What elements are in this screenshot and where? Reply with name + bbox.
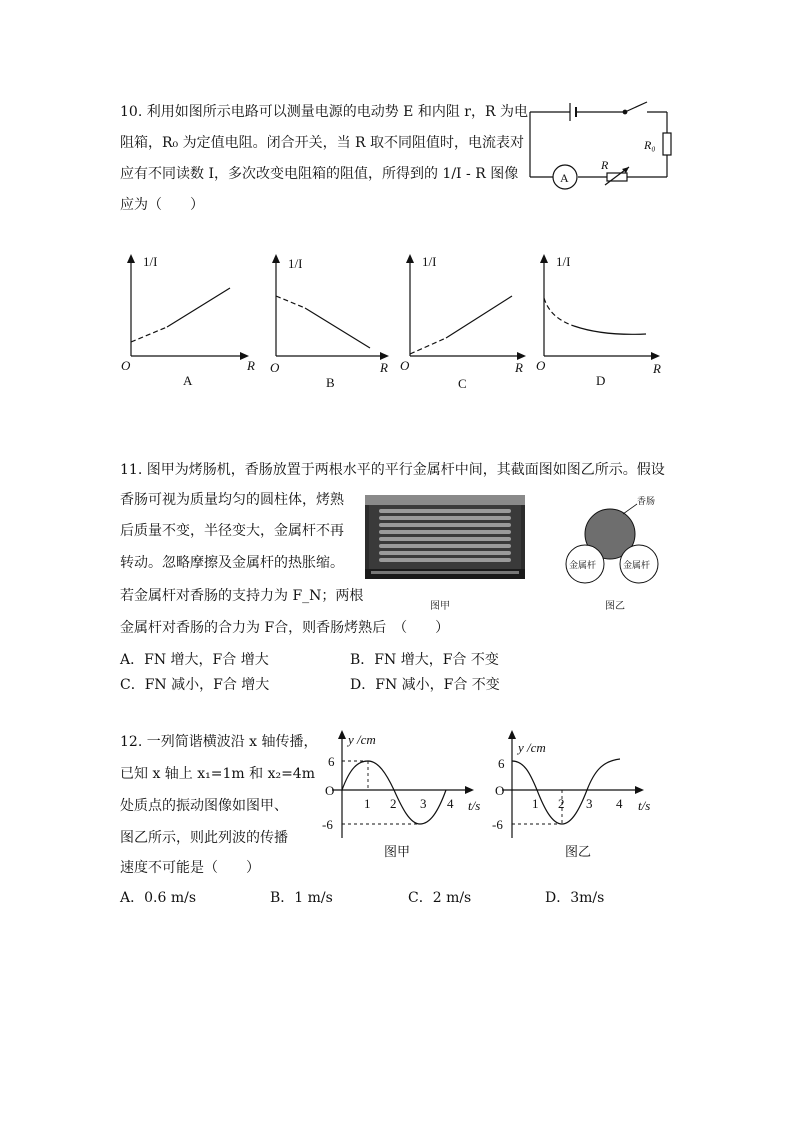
- q12-text-line-4: 图乙所示，则此列波的传播: [120, 830, 288, 846]
- q10-graph-c: [394, 252, 544, 392]
- q11-fig-jia-caption: 图甲: [430, 601, 450, 612]
- q10-text-line-1: 10. 利用如图所示电路可以测量电源的电动势 E 和内阻 r，R 为电: [120, 104, 528, 120]
- svg-text:香肠: 香肠: [637, 496, 656, 506]
- q11-cross-section: [555, 490, 665, 585]
- q12-text-line-1: 12. 一列简谐横波沿 x 轴传播，: [120, 734, 318, 750]
- svg-text:4: 4: [616, 796, 623, 811]
- jia-sine-curve: [342, 761, 446, 824]
- graph-a-line: [167, 288, 230, 327]
- svg-text:1/I: 1/I: [288, 256, 303, 271]
- q12-text-line-5: 速度不可能是（ ）: [120, 860, 260, 876]
- q11-text-line-1: 11. 图甲为烤肠机，香肠放置于两根水平的平行金属杆中间，其截面图如图乙所示。假设: [120, 462, 665, 478]
- q12-option-c: C．2 m/s: [408, 890, 472, 906]
- rheostat-label: R: [601, 158, 609, 172]
- svg-text:R: R: [515, 360, 523, 375]
- switch-blade: [625, 102, 647, 112]
- svg-text:y /cm: y /cm: [348, 732, 376, 747]
- graph-c-letter: C: [458, 376, 467, 391]
- svg-text:O: O: [536, 358, 546, 373]
- svg-text:O: O: [495, 783, 505, 798]
- graph-b-letter: B: [326, 375, 335, 390]
- svg-text:金属杆: 金属杆: [569, 560, 597, 570]
- svg-text:y /cm: y /cm: [518, 740, 546, 755]
- q10-graph-b: [260, 252, 410, 392]
- q12-text-line-3: 处质点的振动图像如图甲、: [120, 798, 288, 814]
- q11-text-line-6: 金属杆对香肠的合力为 F合，则香肠烤熟后 （ ）: [120, 620, 450, 636]
- ammeter-label: A: [560, 171, 569, 185]
- svg-text:1/I: 1/I: [556, 254, 571, 269]
- q11-option-d: D．FN 减小，F合 不变: [350, 677, 500, 693]
- svg-text:R: R: [653, 361, 661, 376]
- svg-text:R: R: [247, 358, 255, 373]
- r0-label: R₀: [644, 138, 656, 152]
- svg-text:-6: -6: [322, 817, 333, 832]
- svg-text:1/I: 1/I: [143, 254, 158, 269]
- graph-b-dashed: [276, 296, 305, 308]
- q12-option-a: A．0.6 m/s: [120, 890, 197, 906]
- svg-text:O: O: [121, 358, 131, 373]
- svg-text:1: 1: [532, 796, 539, 811]
- svg-text:-6: -6: [492, 817, 503, 832]
- svg-text:4: 4: [447, 796, 454, 811]
- q11-grill-photo: [365, 495, 525, 579]
- graph-d-letter: D: [596, 373, 606, 388]
- svg-text:3: 3: [420, 796, 427, 811]
- q10-text-line-4: 应为（ ）: [120, 197, 204, 213]
- svg-text:2: 2: [390, 796, 397, 811]
- svg-text:O: O: [325, 783, 335, 798]
- q11-option-b: B．FN 增大，F合 不变: [350, 652, 499, 668]
- svg-text:6: 6: [328, 754, 335, 769]
- q10-text-line-3: 应有不同读数 I，多次改变电阻箱的阻值，所得到的 1/I - R 图像: [120, 166, 519, 182]
- svg-text:6: 6: [498, 756, 505, 771]
- svg-text:1/I: 1/I: [422, 254, 437, 269]
- graph-a-letter: A: [183, 373, 193, 388]
- graph-c-line: [446, 296, 512, 338]
- graph-d-dashed: [544, 298, 574, 326]
- q12-graph-jia: [320, 728, 495, 863]
- jia-caption: 图甲: [384, 844, 411, 859]
- svg-text:金属杆: 金属杆: [623, 560, 651, 570]
- q12-text-line-2: 已知 x 轴上 x₁=1m 和 x₂=4m: [120, 766, 315, 782]
- q12-graph-yi: [490, 728, 665, 863]
- q11-fig-yi-caption: 图乙: [605, 601, 625, 612]
- q10-circuit-diagram: [525, 95, 675, 195]
- q11-text-line-4: 转动。忽略摩擦及金属杆的热胀缩。: [120, 555, 344, 571]
- q11-text-line-2: 香肠可视为质量均匀的圆柱体，烤熟: [120, 492, 344, 508]
- svg-text:t/s: t/s: [468, 798, 481, 813]
- q10-graph-a: [115, 252, 265, 392]
- yi-cosine-curve: [512, 759, 620, 824]
- q12-option-b: B．1 m/s: [270, 890, 333, 906]
- svg-text:O: O: [270, 360, 280, 375]
- svg-text:t/s: t/s: [638, 798, 651, 813]
- yi-caption: 图乙: [565, 844, 592, 859]
- graph-a-dashed: [131, 327, 167, 342]
- r0-resistor: [663, 133, 671, 155]
- graph-b-line: [305, 308, 370, 348]
- svg-text:R: R: [380, 360, 388, 375]
- q11-option-c: C．FN 减小，F合 增大: [120, 677, 270, 693]
- q10-graph-d: [528, 252, 678, 392]
- svg-text:2: 2: [558, 796, 565, 811]
- q12-option-d: D．3m/s: [545, 890, 605, 906]
- svg-text:O: O: [400, 358, 410, 373]
- rheostat-body: [607, 173, 627, 181]
- q11-text-line-5: 若金属杆对香肠的支持力为 F_N；两根: [120, 588, 364, 604]
- graph-c-dashed: [410, 338, 446, 354]
- svg-text:1: 1: [364, 796, 371, 811]
- q11-option-a: A．FN 增大，F合 增大: [120, 652, 269, 668]
- graph-d-curve: [574, 326, 646, 334]
- q11-text-line-3: 后质量不变，半径变大，金属杆不再: [120, 523, 344, 539]
- svg-text:3: 3: [586, 796, 593, 811]
- q10-text-line-2: 阻箱，R₀ 为定值电阻。闭合开关，当 R 取不同阻值时，电流表对: [120, 135, 525, 151]
